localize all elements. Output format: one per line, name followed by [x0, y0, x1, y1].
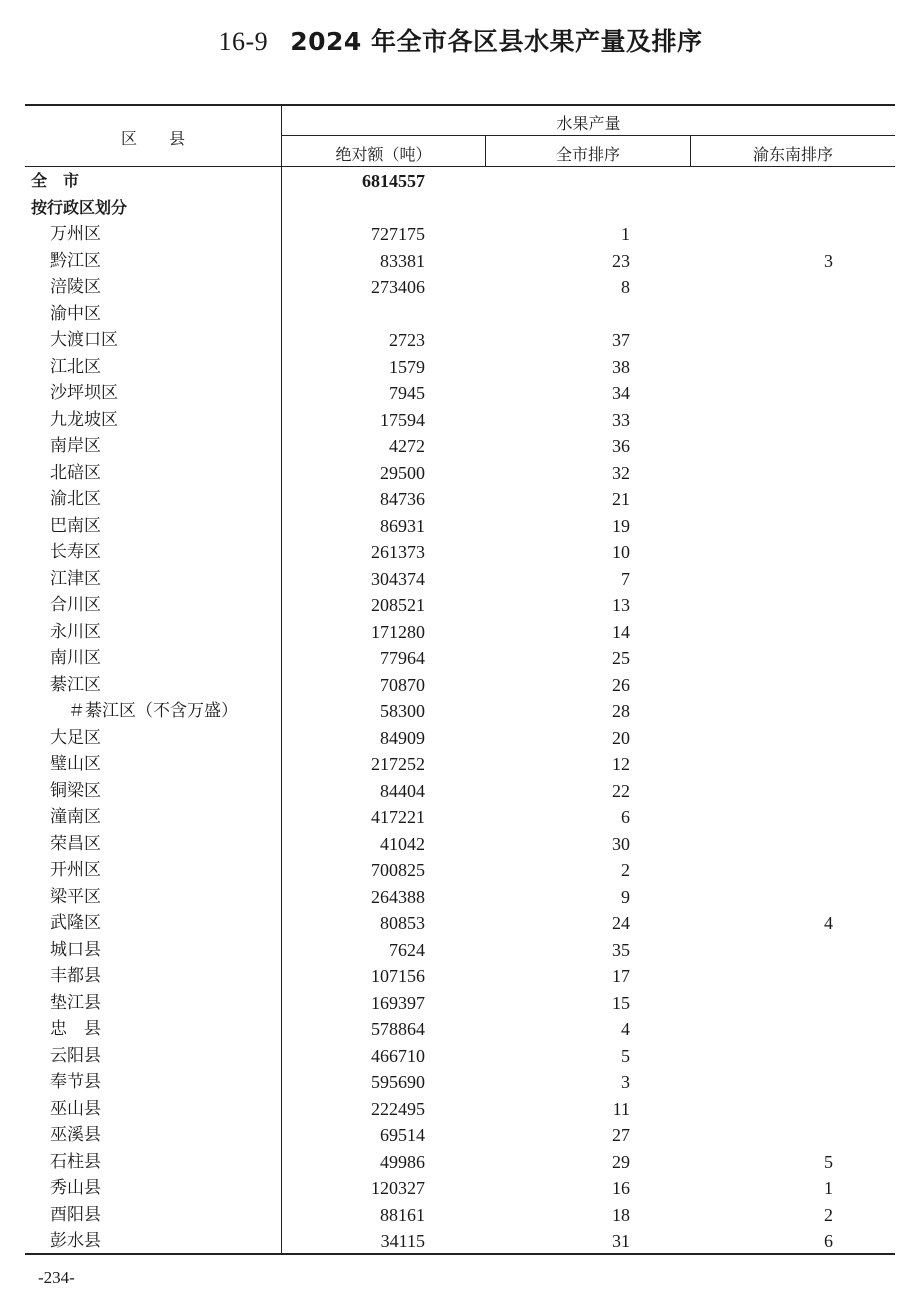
table-row — [25, 1202, 895, 1229]
header-se-rank: 渝东南排序 — [752, 145, 833, 164]
fruit-output-value: 84404 — [380, 780, 425, 801]
se-rank-value: 4 — [824, 913, 833, 933]
header-group-fruit-output: 水果产量 — [556, 114, 621, 133]
city-rank-value: 36 — [612, 436, 630, 456]
city-rank-value: 17 — [612, 966, 630, 986]
district-name: 南川区 — [50, 648, 101, 668]
table-row — [25, 963, 895, 990]
district-name: 綦江区 — [50, 674, 101, 695]
district-name: 南岸区 — [50, 436, 101, 456]
table-row — [25, 168, 895, 195]
fruit-output-value: 595690 — [371, 1072, 425, 1092]
district-name: 大渡口区 — [50, 330, 118, 350]
header-city-rank: 全市排序 — [555, 145, 620, 164]
city-rank-value: 33 — [612, 409, 630, 430]
table-row — [25, 513, 895, 540]
table-row — [25, 327, 895, 354]
fruit-output-value: 208521 — [371, 595, 425, 615]
table-row — [25, 1043, 895, 1070]
city-rank-value: 27 — [612, 1125, 630, 1145]
table-row — [25, 1069, 895, 1096]
table-row — [25, 698, 895, 725]
table-title: 2024 年全市各区县水果产量及排序 — [290, 27, 703, 56]
district-name: 渝北区 — [50, 489, 101, 509]
fruit-output-value: 70870 — [380, 674, 425, 695]
city-rank-value: 12 — [612, 754, 630, 774]
city-rank-value: 30 — [612, 833, 630, 854]
city-rank-value: 23 — [612, 250, 630, 271]
fruit-output-value: 217252 — [371, 754, 425, 774]
table-row — [25, 937, 895, 964]
fruit-output-value: 7945 — [389, 383, 425, 403]
city-rank-value: 6 — [621, 807, 630, 827]
district-name: 潼南区 — [50, 807, 101, 827]
district-name: 奉节县 — [50, 1072, 101, 1092]
city-rank-value: 20 — [612, 727, 630, 748]
fruit-output-value: 1579 — [389, 356, 425, 377]
table-row — [25, 592, 895, 619]
fruit-output-value: 41042 — [380, 833, 425, 854]
district-name: ＃綦江区（不含万盛） — [68, 701, 238, 721]
district-name: 彭水县 — [50, 1231, 101, 1251]
table-row — [25, 354, 895, 381]
fruit-output-value: 169397 — [371, 992, 425, 1013]
fruit-output-value: 6814557 — [362, 171, 425, 191]
table-row — [25, 1122, 895, 1149]
district-name: 江北区 — [50, 356, 101, 377]
district-name: 北碚区 — [50, 462, 101, 483]
district-name: 黔江区 — [50, 250, 101, 271]
district-name: 云阳县 — [50, 1045, 101, 1066]
fruit-output-value: 34115 — [380, 1231, 425, 1251]
district-name: 合川区 — [50, 595, 101, 615]
city-rank-value: 11 — [612, 1098, 630, 1119]
fruit-output-value: 7624 — [389, 939, 425, 960]
city-rank-value: 37 — [612, 330, 630, 350]
district-name: 渝中区 — [50, 303, 101, 324]
district-name: 巫溪县 — [50, 1125, 101, 1145]
city-rank-value: 21 — [612, 489, 630, 509]
table-row — [25, 1175, 895, 1202]
fruit-output-value: 17594 — [380, 409, 425, 430]
fruit-output-value: 273406 — [371, 277, 425, 297]
fruit-output-value: 261373 — [371, 542, 425, 562]
city-rank-value: 28 — [612, 701, 630, 721]
data-table-body — [25, 168, 895, 1255]
table-row — [25, 884, 895, 911]
fruit-output-value: 727175 — [371, 224, 425, 244]
city-rank-value: 1 — [621, 224, 630, 244]
table-number: 16-9 — [218, 27, 269, 56]
table-row — [25, 751, 895, 778]
table-row — [25, 460, 895, 487]
district-name: 巴南区 — [50, 515, 101, 536]
city-rank-value: 35 — [612, 939, 630, 960]
fruit-output-value: 80853 — [380, 913, 425, 933]
city-rank-value: 19 — [612, 515, 630, 536]
district-name: 万州区 — [50, 224, 101, 244]
fruit-output-value: 83381 — [380, 250, 425, 271]
fruit-output-value: 88161 — [380, 1204, 425, 1225]
city-rank-value: 25 — [612, 648, 630, 668]
table-row — [25, 831, 895, 858]
fruit-output-value: 120327 — [371, 1178, 425, 1198]
table-row — [25, 248, 895, 275]
table-row — [25, 195, 895, 222]
district-name: 九龙坡区 — [50, 409, 118, 430]
fruit-output-value: 171280 — [371, 621, 425, 642]
district-name: 荣昌区 — [50, 833, 101, 854]
fruit-output-value: 4272 — [389, 436, 425, 456]
se-rank-value: 3 — [824, 250, 833, 271]
table-row — [25, 433, 895, 460]
district-name: 永川区 — [50, 621, 101, 642]
table-row — [25, 274, 895, 301]
se-rank-value: 6 — [824, 1231, 833, 1251]
city-rank-value: 32 — [612, 462, 630, 483]
fruit-output-value: 107156 — [371, 966, 425, 986]
district-name: 大足区 — [50, 727, 101, 748]
city-rank-value: 34 — [612, 383, 630, 403]
fruit-output-value: 304374 — [371, 568, 425, 589]
table-row — [25, 990, 895, 1017]
table-row — [25, 778, 895, 805]
district-name: 铜梁区 — [50, 780, 101, 801]
table-row — [25, 619, 895, 646]
table-row — [25, 1228, 895, 1255]
city-rank-value: 13 — [612, 595, 630, 615]
fruit-output-value: 86931 — [380, 515, 425, 536]
top-rule — [25, 104, 895, 106]
table-row — [25, 910, 895, 937]
fruit-output-value: 69514 — [380, 1125, 425, 1145]
district-name: 开州区 — [50, 860, 101, 880]
district-name: 全 市 — [31, 171, 80, 190]
page-title — [0, 22, 921, 58]
table-row — [25, 857, 895, 884]
table-row — [25, 645, 895, 672]
district-name: 巫山县 — [50, 1098, 101, 1119]
district-name: 酉阳县 — [50, 1204, 101, 1225]
district-name: 长寿区 — [50, 542, 101, 562]
district-name: 沙坪坝区 — [50, 383, 118, 403]
table-row — [25, 301, 895, 328]
se-rank-value: 2 — [824, 1204, 833, 1225]
city-rank-value: 8 — [621, 277, 630, 297]
city-rank-value: 7 — [621, 568, 630, 589]
city-rank-value: 15 — [612, 992, 630, 1013]
city-rank-value: 4 — [621, 1019, 630, 1039]
district-name: 涪陵区 — [50, 277, 101, 297]
table-row — [25, 804, 895, 831]
city-rank-value: 9 — [621, 886, 630, 907]
district-name: 城口县 — [50, 939, 101, 960]
table-row — [25, 486, 895, 513]
fruit-output-value: 58300 — [380, 701, 425, 721]
table-row — [25, 1016, 895, 1043]
district-name: 垫江县 — [50, 992, 101, 1013]
table-row — [25, 407, 895, 434]
district-name: 璧山区 — [50, 754, 101, 774]
city-rank-value: 31 — [612, 1231, 630, 1251]
fruit-output-value: 49986 — [380, 1151, 425, 1172]
table-row — [25, 566, 895, 593]
table-row — [25, 725, 895, 752]
fruit-output-value: 2723 — [389, 330, 425, 350]
table-row — [25, 672, 895, 699]
page-number: -234- — [38, 1268, 75, 1287]
city-rank-value: 3 — [621, 1072, 630, 1092]
district-name: 秀山县 — [50, 1178, 101, 1198]
district-name: 江津区 — [50, 568, 101, 589]
fruit-output-value: 700825 — [371, 860, 425, 880]
city-rank-value: 14 — [612, 621, 630, 642]
se-rank-value: 5 — [824, 1151, 833, 1172]
group-rule — [281, 135, 895, 136]
header-bottom-rule — [25, 166, 895, 167]
district-name: 石柱县 — [50, 1151, 101, 1172]
se-rank-value: 1 — [824, 1178, 833, 1198]
district-name: 武隆区 — [50, 913, 101, 933]
table-row — [25, 380, 895, 407]
city-rank-value: 10 — [612, 542, 630, 562]
district-name: 梁平区 — [50, 886, 101, 907]
city-rank-value: 38 — [612, 356, 630, 377]
city-rank-value: 29 — [612, 1151, 630, 1172]
table-row — [25, 221, 895, 248]
fruit-output-value: 222495 — [371, 1098, 425, 1119]
fruit-output-value: 84909 — [380, 727, 425, 748]
header-district: 区 县 — [120, 129, 185, 148]
table-row — [25, 1096, 895, 1123]
city-rank-value: 18 — [612, 1204, 630, 1225]
district-name: 丰都县 — [50, 966, 101, 986]
fruit-output-value: 466710 — [371, 1045, 425, 1066]
district-name: 按行政区划分 — [31, 197, 128, 217]
table-row — [25, 539, 895, 566]
city-rank-value: 5 — [621, 1045, 630, 1066]
district-name: 忠 县 — [50, 1019, 101, 1039]
table-row — [25, 1149, 895, 1176]
city-rank-value: 26 — [612, 674, 630, 695]
fruit-output-value: 77964 — [380, 648, 425, 668]
fruit-output-value: 578864 — [371, 1019, 425, 1039]
fruit-output-value: 84736 — [380, 489, 425, 509]
city-rank-value: 16 — [612, 1178, 630, 1198]
fruit-output-value: 29500 — [380, 462, 425, 483]
fruit-output-value: 264388 — [371, 886, 425, 907]
header-absolute-value: 绝对额（吨） — [335, 145, 432, 164]
city-rank-value: 22 — [612, 780, 630, 801]
city-rank-value: 24 — [612, 913, 630, 933]
city-rank-value: 2 — [621, 860, 630, 880]
fruit-output-value: 417221 — [371, 807, 425, 827]
